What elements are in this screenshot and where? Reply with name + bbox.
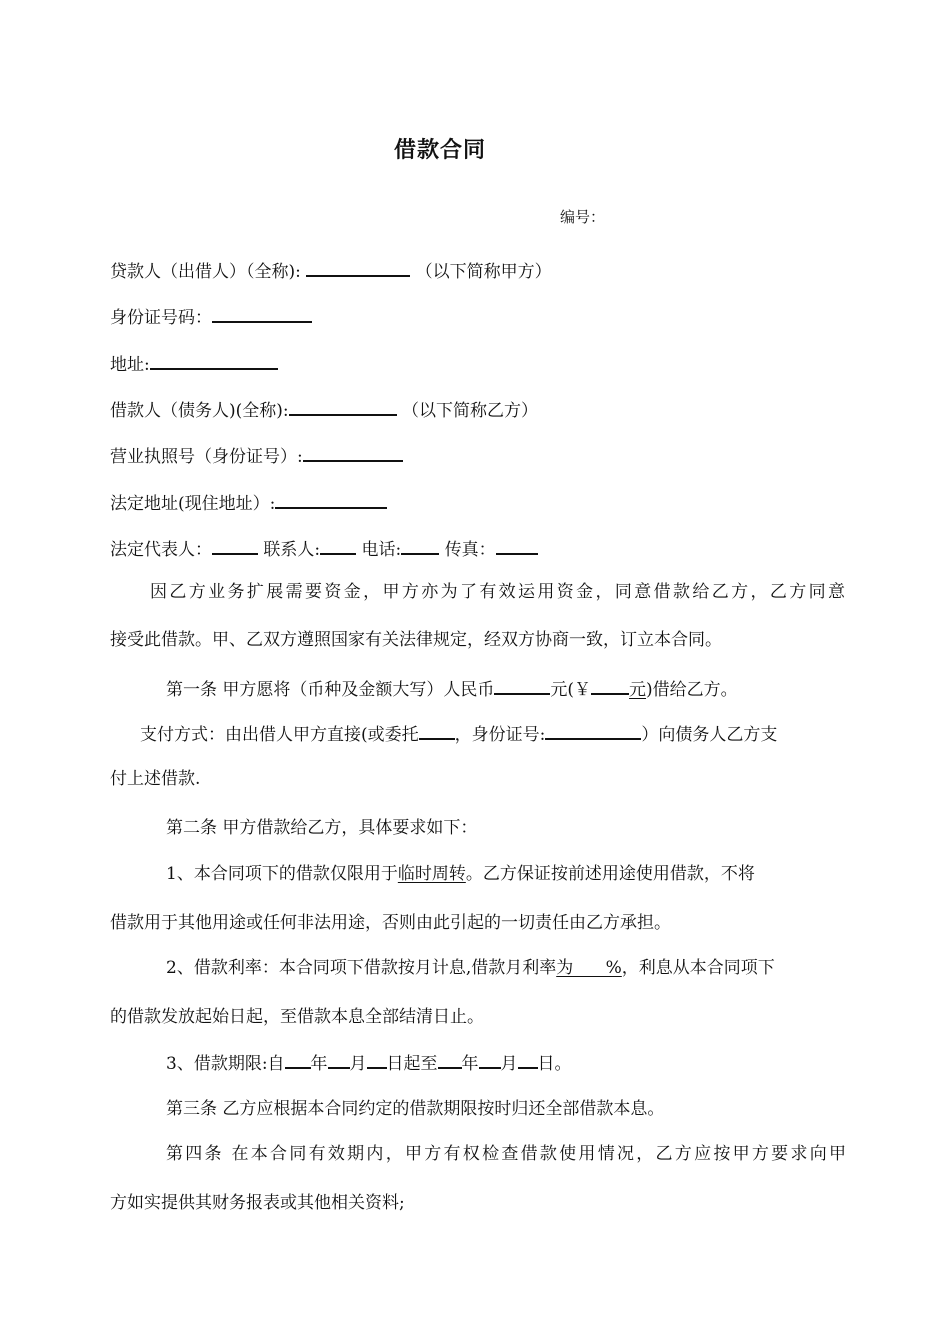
article-1-text: 第一条 甲方愿将（币种及金额大写）人民币 [166,680,495,700]
borrower-line [110,396,538,423]
representative-line [110,535,538,562]
phone-label: 电话: [361,540,402,560]
lender-name-blank[interactable] [306,257,410,277]
borrower-label: 借款人（债务人)(全称): [110,401,289,421]
legal-address-blank[interactable] [275,489,387,509]
end-month-label: 月 [500,1054,518,1074]
borrower-suffix: （以下简称乙方） [402,401,539,421]
amount-words-blank[interactable] [494,675,550,695]
agent-blank[interactable] [419,720,455,740]
start-year-blank[interactable] [285,1049,311,1069]
lender-line [110,257,552,284]
item-2-text-end: ，利息从本合同项下 [621,958,775,978]
article-3: 第三条 乙方应根据本合同约定的借款期限按时归还全部借款本息。 [166,1099,665,1119]
document-title: 借款合同 [393,137,486,163]
item-1-text-end: 。乙方保证按前述用途使用借款，不将 [465,864,755,884]
item-1-text: 1、本合同项下的借款仅限用于 [166,864,398,884]
article-1-yuan-underlined: 元 [629,680,647,700]
license-label: 营业执照号（身份证号）: [110,447,303,467]
end-month-blank[interactable] [479,1049,501,1069]
fax-label: 传真： [444,540,496,560]
legal-address-line [110,489,387,516]
phone-blank[interactable] [401,535,439,555]
license-line [110,442,403,469]
article-1-line [166,675,738,702]
end-day-label: 日。 [537,1054,572,1074]
item-2-text: 2、借款利率：本合同项下借款按月计息,借款月利率 [166,958,557,978]
license-blank[interactable] [303,442,403,462]
end-year-label: 年 [461,1054,479,1074]
interest-rate: 为 % [556,958,622,978]
start-month-blank[interactable] [328,1049,350,1069]
item-1-line2: 借款用于其他用途或任何非法用途，否则由此引起的一切责任由乙方承担。 [110,913,671,933]
lender-id-line [110,303,312,330]
end-year-blank[interactable] [438,1049,462,1069]
lender-label: 贷款人（出借人）（全称): [110,262,301,282]
amount-figure-blank[interactable] [591,675,629,695]
start-year-label: 年 [310,1054,328,1074]
item-2-line1 [166,956,775,980]
lender-address-label: 地址: [110,355,150,375]
legal-address-label: 法定地址(现住地址）: [110,494,276,514]
lender-address-line [110,350,278,377]
lender-suffix: （以下简称甲方） [415,262,552,282]
intro-paragraph-line1: 因乙方业务扩展需要资金，甲方亦为了有效运用资金，同意借款给乙方，乙方同意 [150,582,845,602]
payment-method-end: ）向债务人乙方支 [641,725,778,745]
payment-id-label: ，身份证号: [454,725,546,745]
article-1-end: )借给乙方。 [646,680,738,700]
item-3-text: 3、借款期限:自 [166,1054,285,1074]
fax-blank[interactable] [496,535,538,555]
borrower-name-blank[interactable] [289,396,397,416]
agent-id-blank[interactable] [545,720,641,740]
payment-method-line [140,720,777,747]
article-2-heading: 第二条 甲方借款给乙方，具体要求如下： [166,818,478,838]
article-1-yuan: 元(￥ [550,680,592,700]
representative-label: 法定代表人： [110,540,212,560]
representative-blank[interactable] [212,535,258,555]
payment-method-line2: 付上述借款. [110,769,201,789]
contact-blank[interactable] [320,535,356,555]
loan-purpose: 临时周转 [397,864,466,884]
item-3-line [166,1049,572,1076]
payment-method-text: 支付方式：由出借人甲方直接(或委托 [140,725,419,745]
contract-number-label: 编号： [560,208,606,226]
end-day-blank[interactable] [518,1049,538,1069]
article-4-line2: 方如实提供其财务报表或其他相关资料; [110,1193,405,1213]
intro-paragraph-line2: 接受此借款。甲、乙双方遵照国家有关法律规定，经双方协商一致，订立本合同。 [110,630,722,650]
start-day-label: 日起至 [386,1054,438,1074]
lender-id-label: 身份证号码： [110,308,212,328]
item-1-line1 [166,862,755,886]
contact-label: 联系人: [263,540,321,560]
article-4-line1: 第四条 在本合同有效期内，甲方有权检查借款使用情况，乙方应按甲方要求向甲 [166,1144,846,1164]
start-day-blank[interactable] [367,1049,387,1069]
lender-address-blank[interactable] [150,350,278,370]
start-month-label: 月 [349,1054,367,1074]
item-2-line2: 的借款发放起始日起，至借款本息全部结清日止。 [110,1007,484,1027]
lender-id-blank[interactable] [212,303,312,323]
